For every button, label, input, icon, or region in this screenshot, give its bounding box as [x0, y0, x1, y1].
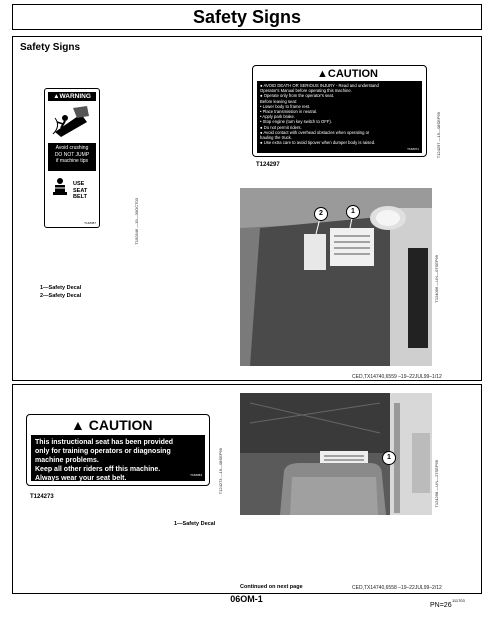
page-title-box	[12, 4, 482, 30]
caution-text-block: ● AVOID DEATH OR SERIOUS INJURY - Read and understand Operator's Manual before operating this machine. ● Operate only from the operator's seat. Before leaving seat: • Lower body to frame rest. • Place transmission in neutral. • Apply park brake. • Stop engine (turn key switch to OFF). ● Do not permit riders. ● Avoid contact with overhead obstacles when operating or hauling the truck. ● Use extra care to avoid tipover when dumper body is raised. T168071	[257, 81, 422, 153]
footer-ref-1: CED,TX14740,6559 –19–22JUL99–1/12	[352, 374, 442, 380]
warning-header: ▲WARNING	[48, 92, 96, 101]
warning-decal-id: T148387	[84, 221, 96, 225]
seat-belt-icon	[51, 177, 69, 197]
caution-ref-2: T124273 —19—08SEP99	[218, 448, 223, 495]
caution-ref: T124297 —19—08SEP99	[436, 112, 441, 159]
cab-photo-2	[240, 393, 432, 515]
pn-number: PN=26	[430, 602, 452, 609]
small-code: 111703	[452, 598, 465, 603]
callout-1: 1	[346, 205, 360, 219]
warning-text-block: Avoid crushing DO NOT JUMP if machine tips	[48, 143, 96, 171]
machine-tip-icon	[51, 104, 93, 138]
cab-photo-1	[240, 188, 432, 366]
caution-header: ▲CAUTION	[317, 68, 378, 80]
caution-header-2: ▲ CAUTION	[71, 417, 153, 433]
warning-triangle-icon: ▲	[53, 93, 60, 100]
legend-1: 1—Safety Decal 2—Safety Decal	[40, 285, 82, 299]
section-title: Safety Signs	[20, 42, 81, 53]
continued-note: Continued on next page	[240, 584, 303, 590]
caution-label-2: T124273	[30, 494, 54, 500]
caution-label: T124297	[256, 162, 280, 168]
warning-ref: T150346 —19—30OCT03	[134, 198, 139, 245]
caution-decal-2	[26, 414, 210, 486]
caution-decal-1	[252, 65, 427, 157]
caution-triangle-icon: ▲	[317, 68, 328, 80]
page-title: Safety Signs	[192, 7, 302, 27]
warning-decal	[44, 88, 100, 228]
caution-decal-id-2: T168084	[190, 473, 202, 477]
caution-triangle-icon-2: ▲	[71, 417, 85, 433]
callout-1b: 1	[382, 451, 396, 465]
photo-ref-2: T124298 —UN—27SEP99	[434, 460, 439, 508]
legend-2: 1—Safety Decal	[174, 521, 216, 527]
callout-2: 2	[314, 207, 328, 221]
photo-ref-1: T124096 —UN—07SEP99	[434, 255, 439, 303]
page-code: 06OM-1	[230, 594, 263, 604]
caution-decal-id: T168071	[407, 146, 419, 151]
use-seat-belt-text: USE SEAT BELT	[73, 181, 88, 200]
footer-ref-2: CED,TX14740,6558 –19–22JUL99–2/12	[352, 585, 442, 591]
caution-text-block-2: This instructional seat has been provided only for training operators or diagnosing machine problems. Keep all other riders off this machine. Always wear your seat belt. T168084	[31, 435, 205, 481]
